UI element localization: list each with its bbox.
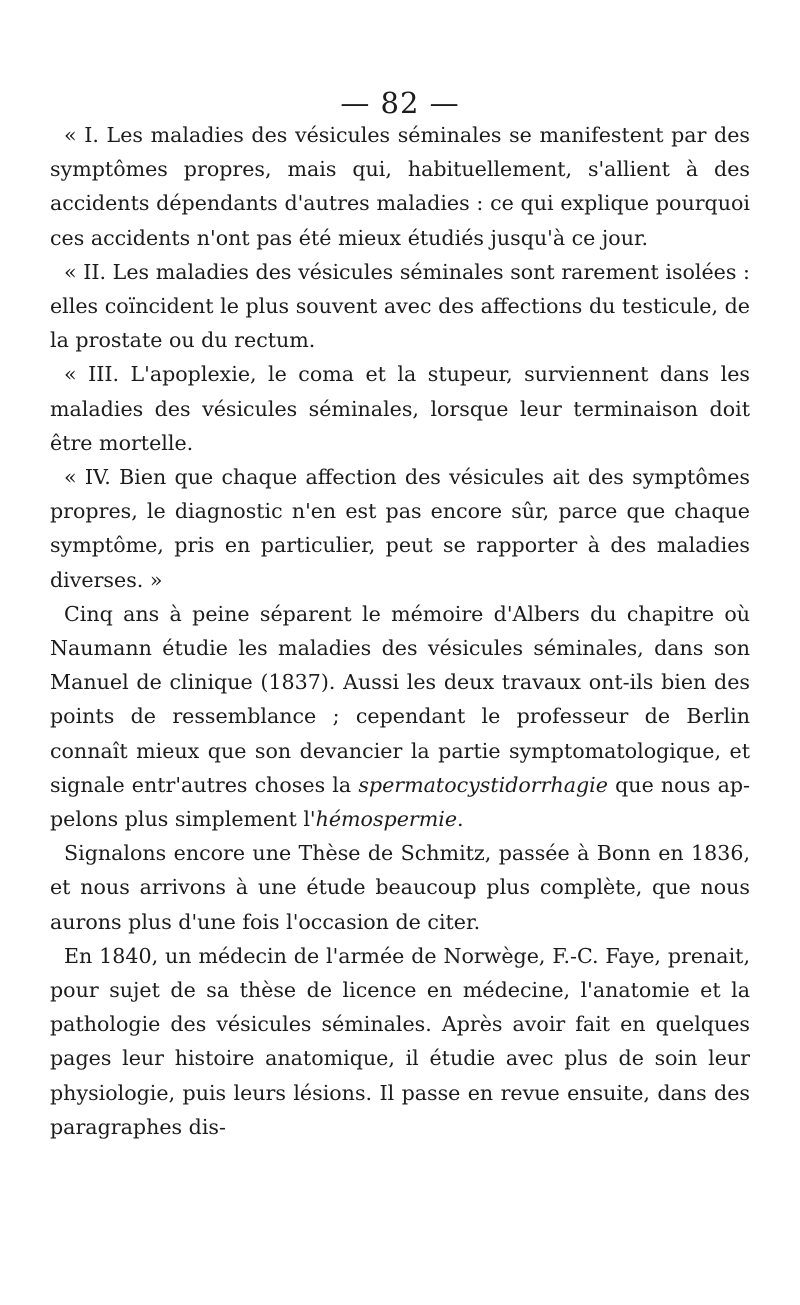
term-spermatocystidorrhagie: spermatocystidorrhagie <box>358 772 608 797</box>
paragraph-naumann-text-a: Cinq ans à peine séparent le mémoire d'Albers du chapitre où Naumann étudie les maladies des vésicules séminales, dans son Manuel de clinique (1837). Aussi les deux travaux ont-ils bien des points de ressemblance ; cependant le professeur de Berlin connaît mieux que son devancier la partie symptomatologique, et signale entr'autres choses la <box>50 601 750 797</box>
paragraph-naumann-text-c: . <box>457 807 464 832</box>
paragraph-quote-4: « IV. Bien que chaque affection des vésicules ait des symptômes propres, le diagnostic n'en est pas encore sûr, parce que chaque symptôme, pris en particulier, peut se rapporter à des maladies diverses. » <box>50 465 750 592</box>
paragraph-quote-1: « I. Les maladies des vésicules séminales se manifestent par des symptômes propres, mais qui, habituellement, s'allient à des accidents dépendants d'autres maladies : ce qui explique pourquoi ces accidents n'ont pas été mieux étudiés jusqu'à ce jour. <box>50 123 750 250</box>
body-text <box>50 118 750 1144</box>
paragraph-naumann-text-b: que nous appelons plus simplement l' <box>50 772 750 832</box>
paragraph-naumann <box>50 597 750 836</box>
paragraph-quote-3: « III. L'apoplexie, le coma et la stupeur, surviennent dans les maladies des vésicules séminales, lorsque leur terminaison doit être mortelle. <box>50 362 750 455</box>
paragraph-schmitz: Signalons encore une Thèse de Schmitz, passée à Bonn en 1836, et nous arrivons à une étude beaucoup plus complète, que nous aurons plus d'une fois l'occasion de citer. <box>50 841 750 934</box>
term-hemospermie: hémospermie <box>315 807 458 832</box>
paragraph-quote-2: « II. Les maladies des vésicules séminales sont rarement isolées : elles coïncident le plus souvent avec des affections du testicule, de la prostate ou du rectum. <box>50 259 750 353</box>
paragraph-faye: En 1840, un médecin de l'armée de Norwège, F.-C. Faye, prenait, pour sujet de sa thèse de licence en médecine, l'anatomie et la pathologie des vésicules séminales. Après avoir fait en quelques pages leur histoire anatomique, il étudie avec plus de soin leur physiologie, puis leurs lésions. Il passe en revue ensuite, dans des paragraphes dis- <box>50 943 750 1139</box>
page-number: — 82 — <box>340 86 460 120</box>
